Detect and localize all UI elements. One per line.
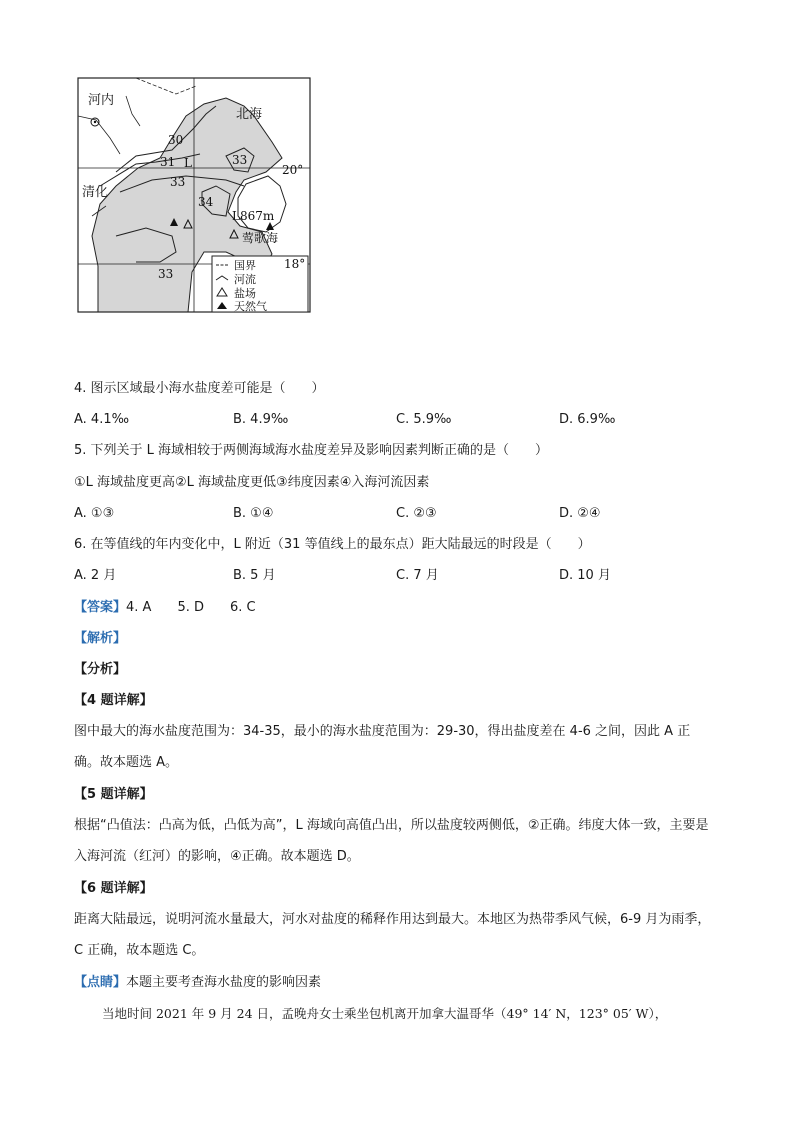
question-6-stem: 6. 在等值线的年内变化中，L 附近（31 等值线上的最东点）距大陆最远的时段是（ ） [74, 537, 591, 552]
detail-5-tag: 【5 题详解】 [74, 787, 153, 802]
hainan-island [238, 176, 286, 232]
map-figure [76, 76, 312, 324]
detail-4-tag: 【4 题详解】 [74, 693, 153, 708]
label-beihai: 北海 [236, 107, 263, 122]
next-paragraph: 当地时间 2021 年 9 月 24 日，孟晚舟女士乘坐包机离开加拿大温哥华（49° 14′ N，123° 05′ W）， [102, 1006, 668, 1021]
label-iso-33-mid: 33 [170, 175, 186, 189]
detail-6-tag: 【6 题详解】 [74, 881, 153, 896]
label-iso-33-south: 33 [158, 267, 174, 281]
fenxi-tag: 【分析】 [74, 662, 127, 677]
q5-option-b: B. ①④ [233, 506, 274, 521]
detail-4-text: 图中最大的海水盐度范围为：34-35，最小的海水盐度范围为：29-30，得出盐度差在 4-6 之间，因此 A 正确。故本题选 A。 [74, 724, 691, 770]
question-4-stem: 4. 图示区域最小海水盐度差可能是（ ） [74, 381, 325, 396]
q4-option-d: D. 6.9‰ [559, 412, 616, 427]
dianjing-tag: 【点睛】 [74, 975, 127, 990]
q4-option-b: B. 4.9‰ [233, 412, 289, 427]
answer-tag: 【答案】 [74, 600, 127, 615]
label-hanoi: 河内 [88, 93, 115, 108]
label-L: L [184, 156, 192, 170]
river [126, 96, 140, 126]
label-lat-18: 18° [284, 257, 306, 271]
legend-gas: 天然气 [234, 300, 267, 313]
answer-line [74, 599, 256, 617]
q6-option-b: B. 5 月 [233, 568, 276, 583]
legend-boundary: 国界 [234, 259, 256, 272]
label-iso-33-north: 33 [232, 153, 248, 167]
q6-option-c: C. 7 月 [396, 568, 439, 583]
q5-option-c: C. ②③ [396, 506, 437, 521]
dianjing-line [74, 974, 321, 992]
question-5-stem: 5. 下列关于 L 海域相较于两侧海域海水盐度差异及影响因素判断正确的是（ ） [74, 443, 549, 458]
dianjing-text: 本题主要考查海水盐度的影响因素 [126, 975, 322, 990]
analysis-tag: 【解析】 [74, 631, 127, 646]
label-iso-31: 31 [160, 155, 176, 169]
label-lat-20: 20° [282, 163, 304, 177]
q6-option-a: A. 2 月 [74, 568, 117, 583]
question-5-statements: ①L 海域盐度更高②L 海域盐度更低③纬度因素④入海河流因素 [74, 475, 430, 490]
q5-option-d: D. ②④ [559, 506, 601, 521]
q5-option-a: A. ①③ [74, 506, 115, 521]
label-iso-34: 34 [198, 195, 214, 209]
detail-6-text: 距离大陆最远，说明河流水量最大，河水对盐度的稀释作用达到最大。本地区为热带季风气候，6-9 月为雨季，C 正确，故本题选 C。 [74, 912, 711, 958]
national-boundary [136, 78, 196, 94]
answer-values: 4. A 5. D 6. C [126, 600, 256, 615]
q4-option-a: A. 4.1‰ [74, 412, 130, 427]
salinity-map [76, 76, 312, 324]
label-peak: L867m [232, 209, 275, 223]
q4-option-c: C. 5.9‰ [396, 412, 452, 427]
q6-option-d: D. 10 月 [559, 568, 611, 583]
label-iso-30: 30 [168, 133, 184, 147]
legend-salt-field: 盐场 [234, 287, 256, 300]
detail-5-text: 根据“凸值法：凸高为低，凸低为高”，L 海域向高值凸出，所以盐度较两侧低，②正确。纬度大体一致，主要是入海河流（红河）的影响，④正确。故本题选 D。 [74, 818, 709, 864]
label-yinggehai: 莺歌海 [242, 231, 279, 245]
label-qinghua: 清化 [82, 185, 109, 200]
legend-river: 河流 [234, 273, 256, 286]
